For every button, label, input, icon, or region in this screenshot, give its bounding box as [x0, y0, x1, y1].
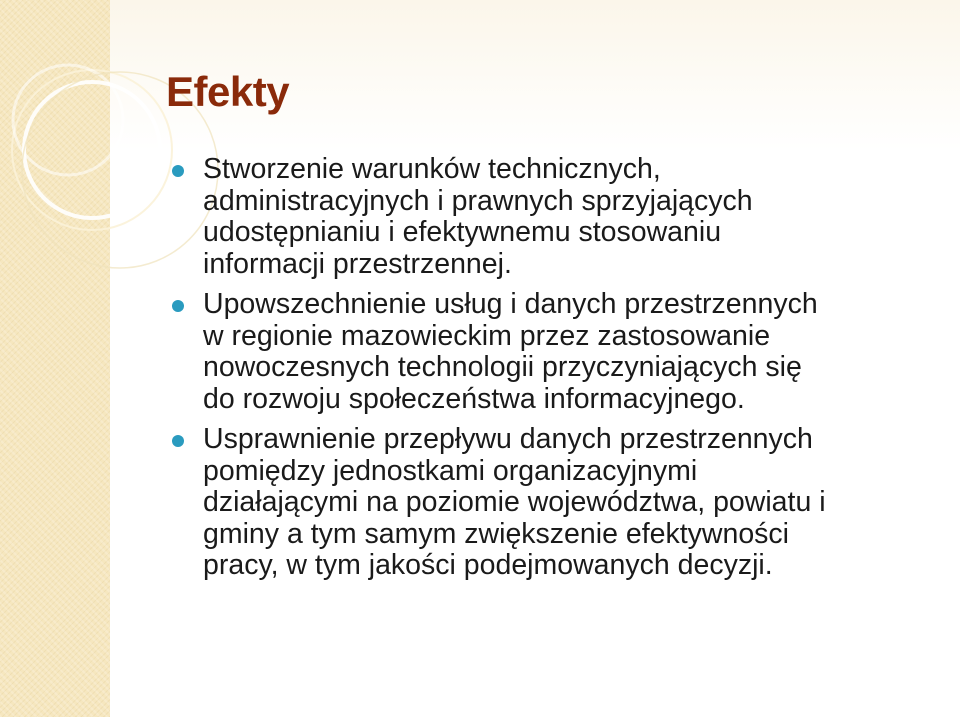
decorative-sidebar: [0, 0, 110, 717]
bullet-item: [172, 289, 942, 415]
bullet-line: w regionie mazowieckim przez zastosowanie: [203, 319, 771, 352]
bullet-line: Stworzenie warunków technicznych,: [203, 153, 661, 185]
bullet-line: udostępnianiu i efektywnemu stosowaniu: [203, 216, 722, 248]
bullet-line: pomiędzy jednostkami organizacyjnymi: [203, 454, 698, 487]
bullet-line: gminy a tym samym zwiększenie efektywności: [203, 517, 790, 550]
bullet-list: [172, 154, 942, 591]
bullet-line: do rozwoju społeczeństwa informacyjnego.: [203, 382, 745, 415]
bullet-item: [172, 154, 942, 280]
bullet-line: Usprawnienie przepływu danych przestrzennych: [203, 423, 813, 455]
bullet-dot-icon: [172, 300, 184, 312]
bullet-line: informacji przestrzennej.: [203, 247, 512, 280]
bullet-line: działającymi na poziomie województwa, powiatu i: [203, 486, 826, 518]
bullet-line: administracyjnych i prawnych sprzyjających: [203, 184, 753, 217]
bullet-item: [172, 424, 942, 582]
bullet-line: nowoczesnych technologii przyczyniających się: [203, 351, 802, 383]
bullet-line: Upowszechnienie usług i danych przestrzennych: [203, 288, 818, 320]
bullet-dot-icon: [172, 165, 184, 177]
slide-title: Efekty: [166, 68, 290, 115]
bullet-line: pracy, w tym jakości podejmowanych decyzji.: [203, 549, 773, 581]
bullet-dot-icon: [172, 435, 184, 447]
